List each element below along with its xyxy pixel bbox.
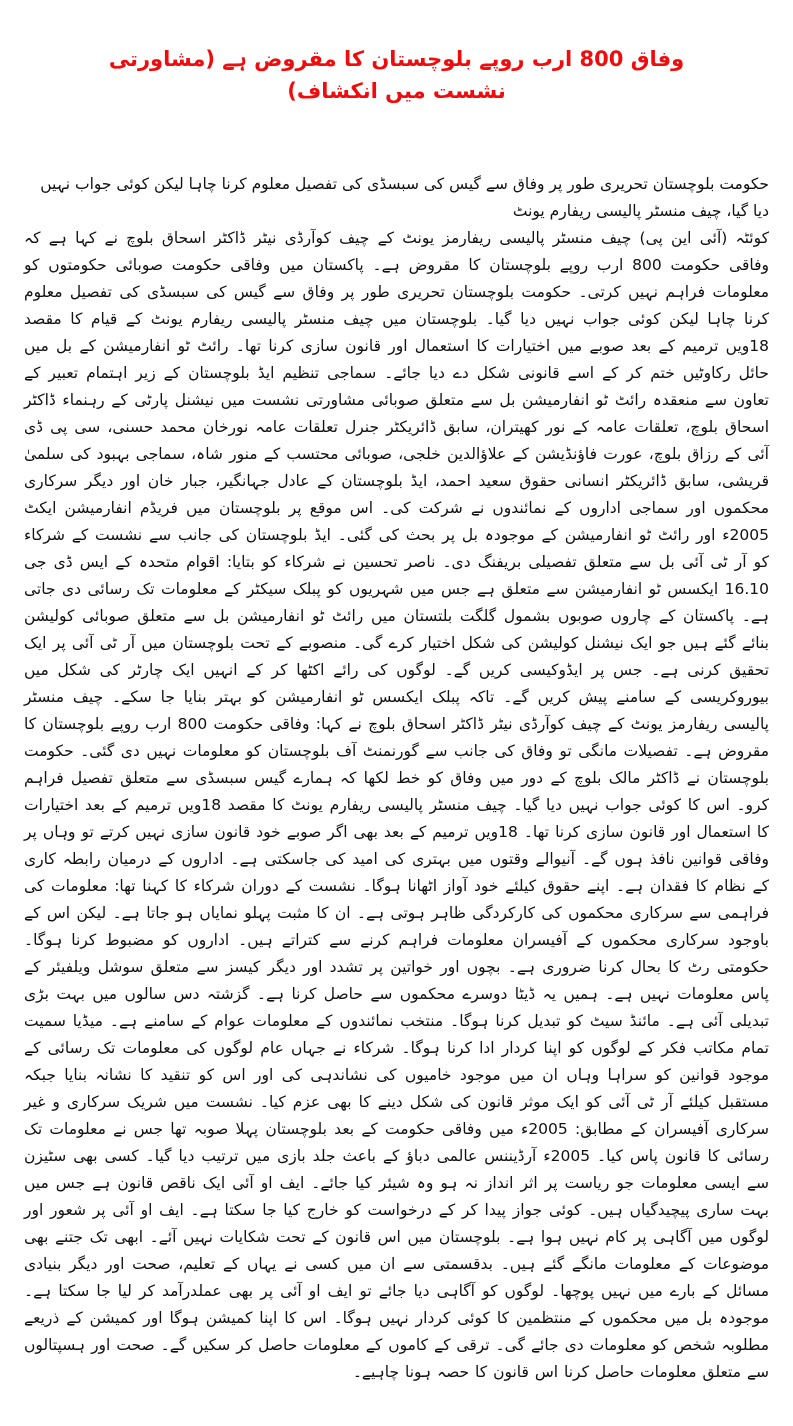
article-lede: حکومت بلوچستان تحریری طور پر وفاق سے گیس کی سبسڈی کی تفصیل معلوم کرنا چاہا لیکن کوئی جواب نہیں دیا گیا، چیف منسٹر پالیسی ریفارم یونٹ [40,175,769,220]
article-body: کوئٹہ (آئی این پی) چیف منسٹر پالیسی ریفارمز یونٹ کے چیف کوآرڈی نیٹر ڈاکٹر اسحاق بلوچ نے کہا ہے کہ وفاقی حکومت 800 ارب روپے بلوچستان کا مقروض ہے۔ پاکستان میں وفاقی حکومت صوبائی حکومتوں کو معلومات فراہم نہیں کرتی۔ حکومت بلوچستان تحریری طور پر وفاق سے گیس کی سبسڈی کی تفصیل معلوم کرنا چاہا لیکن کوئی جواب نہیں دیا گیا۔ بلوچستان میں چیف منسٹر پالیسی ریفارم یونٹ کے قیام کا مقصد 18ویں ترمیم کے بعد صوبے میں اختیارات کا استعمال اور قانون سازی کرنا تھا۔ رائٹ ٹو انفارمیشن کے بل میں حائل رکاوٹیں ختم کر کے اسے قانونی شکل دے دیا جائے۔ سماجی تنظیم ایڈ بلوچستان کے زیر اہتمام تعبیر کے تعاون سے منعقدہ رائٹ ٹو انفارمیشن بل سے متعلق صوبائی مشاورتی نشست میں نیشنل پارٹی کے رہنماء ڈاکٹر اسحاق بلوچ، تعلقات عامہ کے نور کھیتران، سابق ڈائریکٹر جنرل تعلقات عامہ نورخان محمد حسنی، سی پی ڈی آئی کے رزاق بلوچ، عورت فاؤنڈیشن کے علاؤالدین خلجی، صوبائی محتسب کے منور شاہ، سماجی بہبود کی سلمیٰ قریشی، سابق ڈائریکٹر انسانی حقوق سعید احمد، ایڈ بلوچستان کے عادل جہانگیر، جبار خان اور دیگر سرکاری محکموں اور سماجی اداروں کے نمائندوں نے شرکت کی۔ اس موقع پر بلوچستان میں فریڈم انفارمیشن ایکٹ 2005ء اور رائٹ ٹو انفارمیشن کے موجودہ بل پر بحث کی گئی۔ ایڈ بلوچستان کی جانب سے نشست کے شرکاء کو آر ٹی آئی بل سے متعلق تفصیلی بریفنگ دی۔ ناصر تحسین نے شرکاء کو بتایا: اقوام متحدہ کے ایس ڈی جی 16.10 ایکسس ٹو انفارمیشن سے متعلق ہے جس میں شہریوں کو پبلک سیکٹر کے معلومات تک رسائی دی جاتی ہے۔ پاکستان کے چاروں صوبوں بشمول گلگت بلتستان میں رائٹ ٹو انفارمیشن بل سے متعلق صوبائی کولیشن بنائے گئے ہیں جو ایک نیشنل کولیشن کی شکل اختیار کرے گی۔ منصوبے کے تحت بلوچستان میں آر ٹی آئی پر ایک تحقیق کرنی ہے۔ جس پر ایڈوکیسی کریں گے۔ لوگوں کی رائے اکٹھا کر کے انہیں ایک چارٹر کی شکل میں بیوروکریسی کے سامنے پیش کریں گے۔ تاکہ پبلک ایکسس ٹو انفارمیشن کو بہتر بنایا جا سکے۔ چیف منسٹر پالیسی ریفارمز یونٹ کے چیف کوآرڈی نیٹر ڈاکٹر اسحاق بلوچ نے کہا: وفاقی حکومت 800 ارب روپے بلوچستان کا مقروض ہے۔ تفصیلات مانگی تو وفاق کی جانب سے گورنمنٹ آف بلوچستان کو معلومات نہیں دی گئی۔ حکومت بلوچستان نے ڈاکٹر مالک بلوچ کے دور میں وفاق کو خط لکھا کہ ہمارے گیس سبسڈی سے متعلق تفصیل فراہم کرو۔ اس کا کوئی جواب نہیں دیا گیا۔ چیف منسٹر پالیسی ریفارم یونٹ کا مقصد 18ویں ترمیم کے بعد اختیارات کا استعمال اور قانون سازی کرنا تھا۔ 18ویں ترمیم کے بعد بھی اگر صوبے خود قانون سازی نہیں کرتے تو وہاں پر وفاقی قوانین نافذ ہوں گے۔ آنیوالے وقتوں میں بہتری کی امید کی جاسکتی ہے۔ اداروں کے درمیان رابطہ کاری کے نظام کا فقدان ہے۔ اپنے حقوق کیلئے خود آواز اٹھانا ہوگا۔ نشست کے دوران شرکاء کا کہنا تھا: معلومات کی فراہمی سے سرکاری محکموں کی کارکردگی ظاہر ہوتی ہے۔ ان کا مثبت پہلو نمایاں ہو جاتا ہے۔ لیکن اس کے باوجود سرکاری محکموں کے آفیسران معلومات فراہم کرنے سے کتراتے ہیں۔ اداروں کو مضبوط کرنا ہوگا۔ حکومتی رٹ کا بحال کرنا ضروری ہے۔ بچوں اور خواتین پر تشدد اور دیگر کیسز سے متعلق سوشل ویلفیئر کے پاس معلومات نہیں ہے۔ ہمیں یہ ڈیٹا دوسرے محکموں سے حاصل کرنا ہے۔ گزشتہ دس سالوں میں بہت بڑی تبدیلی آئی ہے۔ مائنڈ سیٹ کو تبدیل کرنا ہوگا۔ منتخب نمائندوں کے معلومات عوام کے سامنے ہے۔ میڈیا سمیت تمام مکاتب فکر کے لوگوں کو اپنا کردار ادا کرنا ہوگا۔ شرکاء نے جہاں عام لوگوں کی معلومات تک رسائی کے موجود قوانین کو سراہا وہاں ان میں موجود خامیوں کی نشاندہی کی اور اس کو تنقید کا نشانہ بنایا جبکہ مستقبل کیلئے آر ٹی آئی کو ایک موثر قانون کی شکل دینے کا بھی عزم کیا۔ نشست میں شریک سرکاری و غیر سرکاری آفیسران کے مطابق: 2005ء میں وفاقی حکومت کے بعد بلوچستان پہلا صوبہ تھا جس نے معلومات تک رسائی کا قانون پاس کیا۔ 2005ء آرڈیننس عالمی دباؤ کے باعث جلد بازی میں ترتیب دیا گیا۔ کسی بھی سٹیزن سے ایسی معلومات جو ریاست پر اثر انداز نہ ہو وہ شیئر کیا جائے۔ ایف او آئی ایک ناقص قانون ہے جس میں بہت ساری پیچیدگیاں ہیں۔ کوئی جواز پیدا کر کے درخواست کو خارج کیا جا سکتا ہے۔ ایف او آئی پر شعور اور لوگوں میں آگاہی پر کام نہیں ہوا ہے۔ بلوچستان میں اس قانون کے تحت شکایات نہیں آئے۔ ابھی تک جتنے بھی موضوعات کے معلومات مانگے گئے ہیں۔ بدقسمتی سے ان میں کسی نے یہاں کے تعلیم، صحت اور دیگر بنیادی مسائل کے بارے میں نہیں پوچھا۔ لوگوں کو آگاہی دیا جائے تو ایف او آئی پر بھی عملدرآمد کر لیا جا سکتا ہے۔ موجودہ بل میں محکموں کے منتظمین کا کوئی کردار نہیں ہوگا۔ اس کا اپنا کمیشن ہوگا اور کمیشن کے ذریعے مطلوبہ شخص کو معلومات دی جائے گی۔ ترقی کے کاموں کے معلومات حاصل کر سکیں گے۔ صحت اور ہسپتالوں سے متعلق معلومات حاصل کرنا اس قانون کا حصہ ہونا چاہیے۔ [24,229,769,1381]
article-text-block [24,171,769,1386]
article-headline: وفاق 800 ارب روپے بلوچستان کا مقروض ہے (مشاورتی نشست میں انکشاف) [108,47,685,103]
